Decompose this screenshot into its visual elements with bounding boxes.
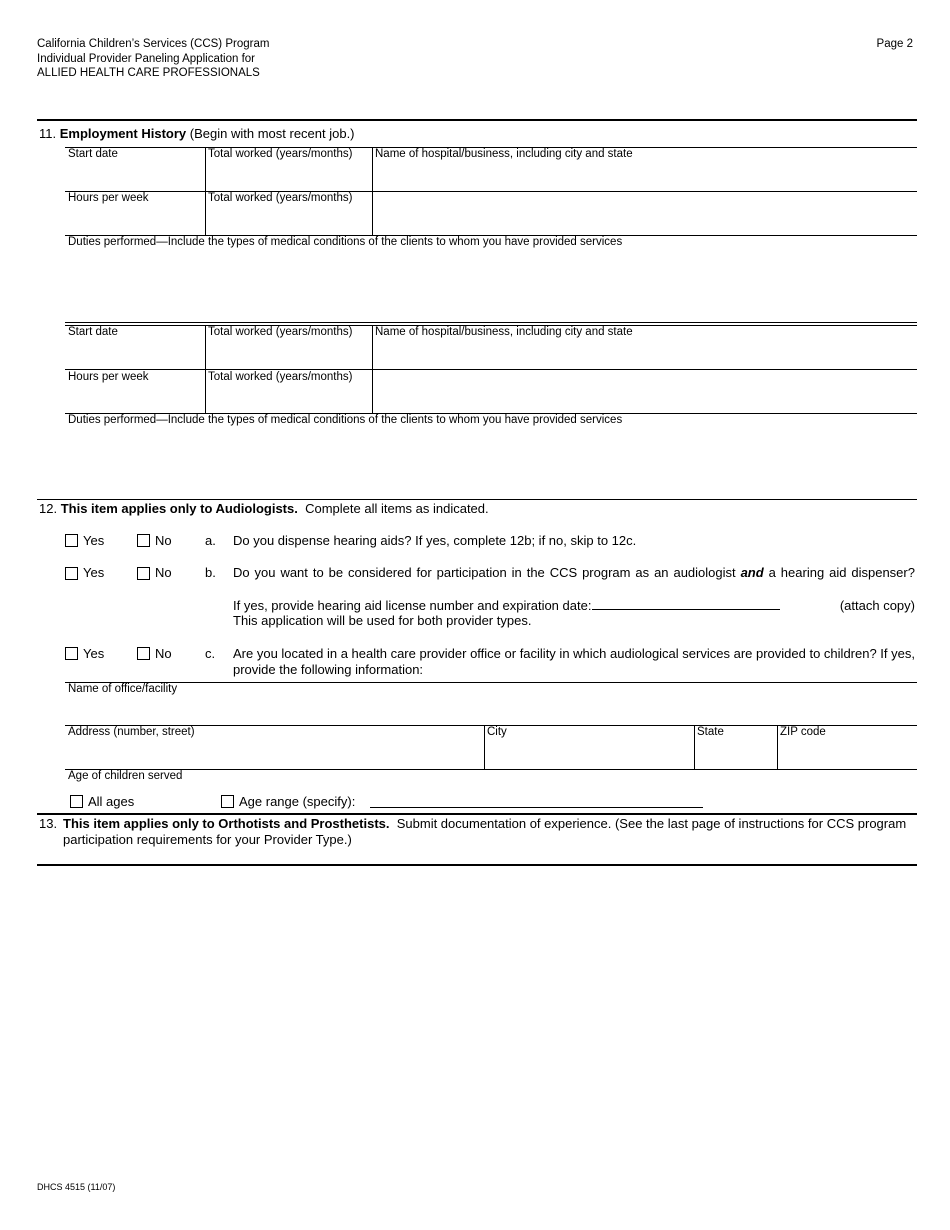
- question-12a: Do you dispense hearing aids? If yes, complete 12b; if no, skip to 12c.: [233, 533, 637, 548]
- table-rule: [65, 322, 917, 323]
- item11-number: 11.: [39, 126, 57, 141]
- yes-checkbox[interactable]: [65, 534, 78, 547]
- item12-number: 12.: [39, 501, 58, 516]
- no-checkbox[interactable]: [137, 647, 150, 660]
- section-divider: [37, 119, 917, 121]
- license-number-input[interactable]: [592, 597, 780, 610]
- hospital-name-field[interactable]: Name of hospital/business, including city and state: [375, 148, 633, 160]
- item13-number: 13.: [39, 816, 58, 831]
- item13-body: [63, 816, 915, 848]
- table-rule: [205, 147, 206, 235]
- yes-checkbox[interactable]: [65, 567, 78, 580]
- hearing-aid-license-line: [233, 597, 915, 614]
- table-rule: [65, 769, 917, 770]
- section-divider: [37, 499, 917, 500]
- table-rule: [65, 191, 917, 192]
- address-field[interactable]: Address (number, street): [68, 726, 195, 738]
- zip-field[interactable]: ZIP code: [780, 726, 826, 738]
- emphasis-and: and: [740, 565, 764, 580]
- table-rule: [65, 369, 917, 370]
- hours-per-week-field[interactable]: Hours per week: [68, 192, 149, 204]
- table-rule: [205, 325, 206, 413]
- table-rule: [372, 325, 373, 413]
- total-worked-field[interactable]: Total worked (years/months): [208, 326, 353, 338]
- question-12c: Are you located in a health care provider office or facility in which audiological services are provided to children? If yes, provide the following information:: [233, 646, 915, 677]
- yes-label: Yes: [83, 565, 105, 580]
- form-number: DHCS 4515 (11/07): [37, 1182, 116, 1192]
- page-number: Page 2: [876, 38, 913, 50]
- yes-label: Yes: [83, 533, 105, 548]
- question-12b-text: Do you want to be considered for participation in the CCS program as an audiologist: [233, 565, 736, 580]
- license-prompt: If yes, provide hearing aid license number and expiration date:: [233, 598, 592, 613]
- table-rule: [694, 725, 695, 769]
- no-checkbox[interactable]: [137, 534, 150, 547]
- item13-title: This item applies only to Orthotists and Prosthetists.: [63, 816, 390, 831]
- question-letter: a.: [205, 533, 216, 548]
- age-served-label: Age of children served: [68, 770, 183, 782]
- section-divider: [37, 864, 917, 866]
- attach-copy-note: (attach copy): [839, 598, 915, 613]
- table-rule: [65, 682, 917, 683]
- office-name-field[interactable]: Name of office/facility: [68, 683, 178, 695]
- item11-heading: [39, 126, 355, 141]
- hospital-name-field[interactable]: Name of hospital/business, including city and state: [375, 326, 633, 338]
- item12-title: This item applies only to Audiologists.: [60, 501, 298, 516]
- age-range-checkbox[interactable]: [221, 795, 234, 808]
- duties-field[interactable]: Duties performed—Include the types of medical conditions of the clients to whom you have provided services: [68, 414, 623, 426]
- item12-subtitle: Complete all items as indicated.: [305, 501, 489, 516]
- item11-subtitle: (Begin with most recent job.): [189, 126, 355, 141]
- no-label: No: [155, 646, 172, 661]
- age-range-input[interactable]: [370, 795, 703, 808]
- form-header: [37, 37, 269, 81]
- all-ages-label: All ages: [88, 794, 135, 809]
- no-checkbox[interactable]: [137, 567, 150, 580]
- both-provider-types-note: This application will be used for both provider types.: [233, 613, 532, 628]
- all-ages-checkbox[interactable]: [70, 795, 83, 808]
- table-rule: [484, 725, 485, 769]
- start-date-field[interactable]: Start date: [68, 326, 118, 338]
- no-label: No: [155, 533, 172, 548]
- start-date-field[interactable]: Start date: [68, 148, 118, 160]
- duties-field[interactable]: Duties performed—Include the types of medical conditions of the clients to whom you have provided services: [68, 236, 623, 248]
- application-name: Individual Provider Paneling Application for: [37, 52, 255, 65]
- provider-category: ALLIED HEALTH CARE PROFESSIONALS: [37, 67, 260, 79]
- question-12b-text-end: a hearing aid dispenser?: [768, 565, 915, 580]
- total-worked-field[interactable]: Total worked (years/months): [208, 192, 353, 204]
- section-divider: [37, 813, 917, 815]
- age-range-label: Age range (specify):: [239, 794, 356, 809]
- total-worked-field[interactable]: Total worked (years/months): [208, 148, 353, 160]
- total-worked-field[interactable]: Total worked (years/months): [208, 371, 353, 383]
- state-field[interactable]: State: [697, 726, 724, 738]
- item13-text: Submit documentation of experience. (See the last page of instructions for CCS program participation requirements for your Provider Type.): [63, 816, 907, 847]
- table-rule: [372, 147, 373, 235]
- yes-checkbox[interactable]: [65, 647, 78, 660]
- yes-label: Yes: [83, 646, 105, 661]
- item12-heading: [39, 501, 489, 516]
- table-rule: [777, 725, 778, 769]
- item11-title: Employment History: [59, 126, 187, 141]
- question-letter: c.: [205, 646, 216, 661]
- program-name: California Children’s Services (CCS) Program: [37, 38, 270, 50]
- question-letter: b.: [205, 565, 216, 580]
- no-label: No: [155, 565, 172, 580]
- question-12b: [233, 565, 915, 581]
- hours-per-week-field[interactable]: Hours per week: [68, 371, 149, 383]
- city-field[interactable]: City: [487, 726, 507, 738]
